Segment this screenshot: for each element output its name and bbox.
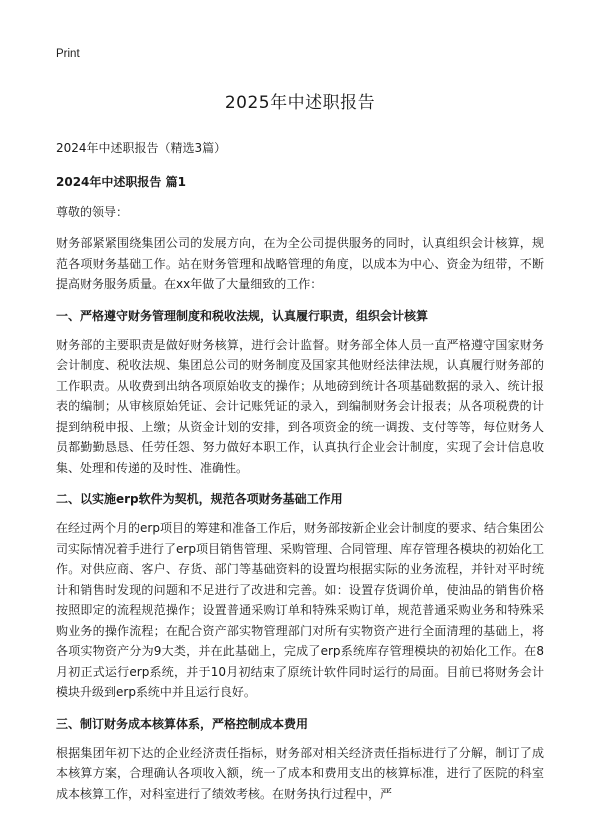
- document-subtitle: 2024年中述职报告（精选3篇）: [56, 141, 227, 155]
- intro-paragraph: 财务部紧紧围绕集团公司的发展方向，在为全公司提供服务的同时，认真组织会计核算，规范各项财务基础工作。站在财务管理和战略管理的角度，以成本为中心、资金为纽带，不断提高财务服务质量。在xx年做了大量细致的工作：: [56, 236, 544, 291]
- section-3-heading: 三、制订财务成本核算体系，严格控制成本费用: [56, 716, 309, 731]
- section-1-body: 财务部的主要职责是做好财务核算，进行会计监督。财务部全体人员一直严格遵守国家财务会计制度、税收法规、集团总公司的财务制度及国家其他财经法律法规，认真履行财务部的工作职责。从收费到出纳各项原始收支的操作；从地磅到统计各项基础数据的录入、统计报表的编制；从审核原始凭证、会计记账凭证的录入，到编制财务会计报表；从各项税费的计提到纳税申报、上缴；从资金计划的安排，到各项资金的统一调拨、支付等等，每位财务人员都勤勤恳恳、任劳任怨、努力做好本职工作，认真执行企业会计制度，实现了会计信息收集、处理和传递的及时性、准确性。: [56, 337, 544, 475]
- section-1-heading: 一、严格遵守财务管理制度和税收法规，认真履行职责，组织会计核算: [56, 308, 429, 323]
- article-heading: 2024年中述职报告 篇1: [56, 175, 186, 189]
- section-3-body: 根据集团年初下达的企业经济责任指标，财务部对相关经济责任指标进行了分解，制订了成本核算方案，合理确认各项收入额，统一了成本和费用支出的核算标准，进行了医院的科室成本核算工作，对科室进行了绩效考核。在财务执行过程中，严: [56, 745, 544, 801]
- document-title: 2025年中述职报告: [224, 93, 376, 113]
- print-link[interactable]: Print: [56, 48, 80, 60]
- salutation: 尊敬的领导：: [56, 205, 129, 219]
- section-2-heading: 二、以实施erp软件为契机，规范各项财务基础工作用: [56, 492, 343, 506]
- section-2-body: 在经过两个月的erp项目的筹建和准备工作后，财务部按新企业会计制度的要求、结合集团公司实际情况着手进行了erp项目销售管理、采购管理、合同管理、库存管理各模块的初始化工作。对供应商、客户、存货、部门等基础资料的设置均根据实际的业务流程，并针对平时统计和销售时发现的问题和不足进行了改进和完善。如：设置存货调价单，使油品的销售价格按照即定的流程规范操作；设置普通采购订单和特殊采购订单，规范普通采购业务和特殊采购业务的操作流程；在配合资产部实物管理部门对所有实物资产进行全面清理的基础上，将各项实物资产分为9大类，并在此基础上，完成了erp系统库存管理模块的初始化工作。在8月初正式运行erp系统，并于10月初结束了原统计软件同时运行的局面。目前已将财务会计模块升级到erp系统中并且运行良好。: [56, 521, 544, 699]
